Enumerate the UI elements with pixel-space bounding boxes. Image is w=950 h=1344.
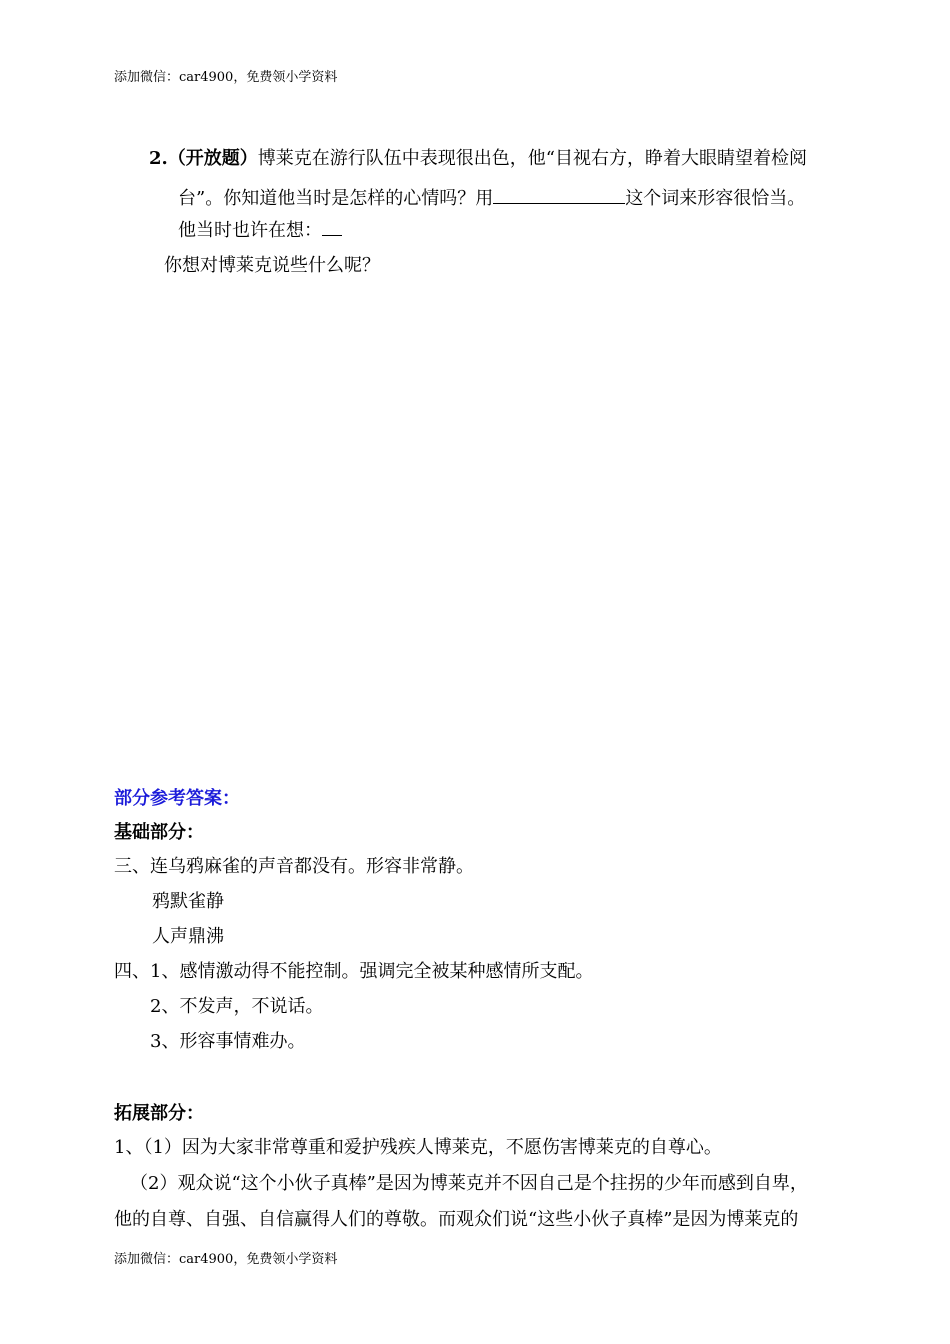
question-text: 这个词来形容很恰当。 [625, 188, 806, 209]
extend-answer-line: （2）观众说“这个小伙子真棒”是因为博莱克并不因自己是个拄拐的少年而感到自卑， [130, 1173, 808, 1194]
page-header: 添加微信：car4900，免费领小学资料 [114, 70, 338, 85]
basic-answer-line: 人声鼎沸 [152, 926, 224, 947]
question-2-line-3 [178, 222, 342, 240]
extend-answer-line: 1、（1）因为大家非常尊重和爱护残疾人博莱克，不愿伤害博莱克的自尊心。 [114, 1137, 722, 1158]
basic-answer-line: 3、形容事情难办。 [150, 1031, 306, 1052]
question-text: 他当时也许在想： [178, 220, 322, 241]
basic-answer-line: 鸦默雀静 [152, 891, 224, 912]
question-text: 博莱克在游行队伍中表现很出色，他“目视右方，睁着大眼睛望着检阅 [257, 148, 807, 169]
question-2-line-1 [149, 150, 807, 168]
answer-blank [493, 187, 625, 204]
question-text: 台”。你知道他当时是怎样的心情吗？用 [178, 188, 494, 209]
question-number: 2. [149, 148, 168, 169]
extend-heading: 拓展部分： [114, 1103, 204, 1124]
answers-title: 部分参考答案： [114, 788, 240, 809]
basic-heading: 基础部分： [114, 822, 204, 843]
basic-answer-line: 2、不发声，不说话。 [150, 996, 324, 1017]
page-footer: 添加微信：car4900，免费领小学资料 [114, 1252, 338, 1267]
answer-blank [322, 225, 342, 236]
question-tag: （开放题） [167, 148, 258, 169]
question-2-line-2 [178, 187, 805, 208]
basic-answer-line: 四、1、感情激动得不能控制。强调完全被某种感情所支配。 [114, 961, 594, 982]
basic-answer-line: 三、连乌鸦麻雀的声音都没有。形容非常静。 [114, 856, 474, 877]
extend-answer-line: 他的自尊、自强、自信赢得人们的尊敬。而观众们说“这些小伙子真棒”是因为博莱克的 [114, 1209, 799, 1230]
question-2-line-4: 你想对博莱克说些什么呢？ [164, 255, 380, 276]
